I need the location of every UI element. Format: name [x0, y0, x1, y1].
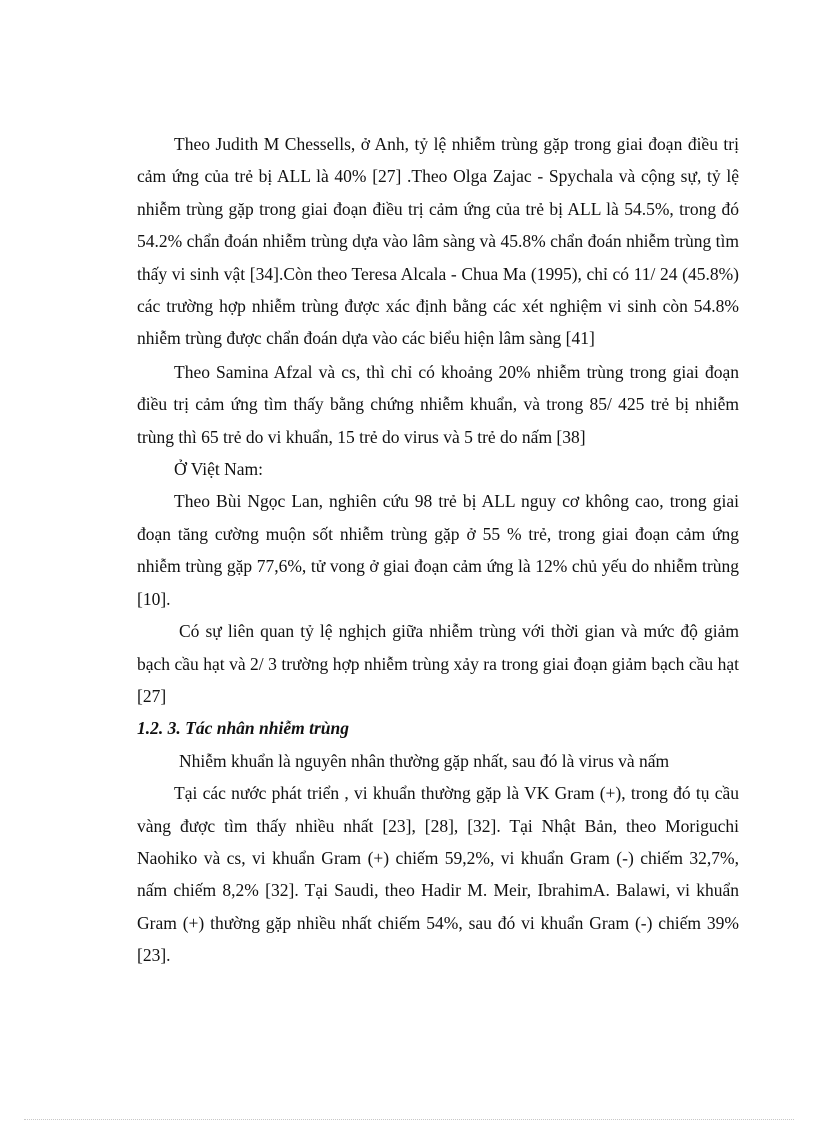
- page-bottom-divider: [24, 1119, 794, 1120]
- paragraph-pathogens-intro: Nhiễm khuẩn là nguyên nhân thường gặp nhất, sau đó là virus và nấm: [179, 750, 670, 771]
- paragraph-vietnam-heading: Ở Việt Nam:: [174, 459, 264, 480]
- paragraph-chessells: Theo Judith M Chessells, ở Anh, tỷ lệ nhiễm trùng gặp trong giai đoạn điều trị cảm ứng của trẻ bị ALL là 40% [27] .Theo Olga Zajac - Spychala và cộng sự, tỷ lệ nhiễm trùng gặp trong giai đoạn điều trị cảm ứng của trẻ bị ALL là 54.5%, trong đó 54.2% chẩn đoán nhiễm trùng dựa vào lâm sàng và 45.8% chẩn đoán nhiễm trùng tìm thấy vi sinh vật [34].Còn theo Teresa Alcala - Chua Ma (1995), chỉ có 11/ 24 (45.8%) các trường hợp nhiễm trùng được xác định bằng các xét nghiệm vi sinh còn 54.8% nhiễm trùng được chẩn đoán dựa vào các biểu hiện lâm sàng [41]: [137, 134, 739, 349]
- section-heading: 1.2. 3. Tác nhân nhiễm trùng: [137, 718, 349, 739]
- document-body: [137, 128, 739, 972]
- paragraph-gram-bacteria: Tại các nước phát triển , vi khuẩn thường gặp là VK Gram (+), trong đó tụ cầu vàng được tìm thấy nhiều nhất [23], [28], [32]. Tại Nhật Bản, theo Moriguchi Naohiko và cs, vi khuẩn Gram (+) chiếm 59,2%, vi khuẩn Gram (-) chiếm 32,7%, nấm chiếm 8,2% [32]. Tại Saudi, theo Hadir M. Meir, IbrahimA. Balawi, vi khuẩn Gram (+) thường gặp nhiều nhất chiếm 54%, sau đó vi khuẩn Gram (-) chiếm 39% [23].: [137, 783, 739, 966]
- paragraph-neutropenia: Có sự liên quan tỷ lệ nghịch giữa nhiễm trùng với thời gian và mức độ giảm bạch cầu hạt và 2/ 3 trường hợp nhiễm trùng xảy ra trong giai đoạn giảm bạch cầu hạt [27]: [137, 621, 739, 706]
- paragraph-afzal: Theo Samina Afzal và cs, thì chỉ có khoảng 20% nhiễm trùng trong giai đoạn điều trị cảm ứng tìm thấy bằng chứng nhiễm khuẩn, và trong 85/ 425 trẻ bị nhiễm trùng thì 65 trẻ do vi khuẩn, 15 trẻ do virus và 5 trẻ do nấm [38]: [137, 361, 739, 447]
- paragraph-bui-ngoc-lan: Theo Bùi Ngọc Lan, nghiên cứu 98 trẻ bị ALL nguy cơ không cao, trong giai đoạn tăng cường muộn sốt nhiễm trùng gặp ở 55 % trẻ, trong giai đoạn cảm ứng nhiễm trùng gặp 77,6%, tử vong ở giai đoạn cảm ứng là 12% chủ yếu do nhiễm trùng [10].: [137, 491, 739, 609]
